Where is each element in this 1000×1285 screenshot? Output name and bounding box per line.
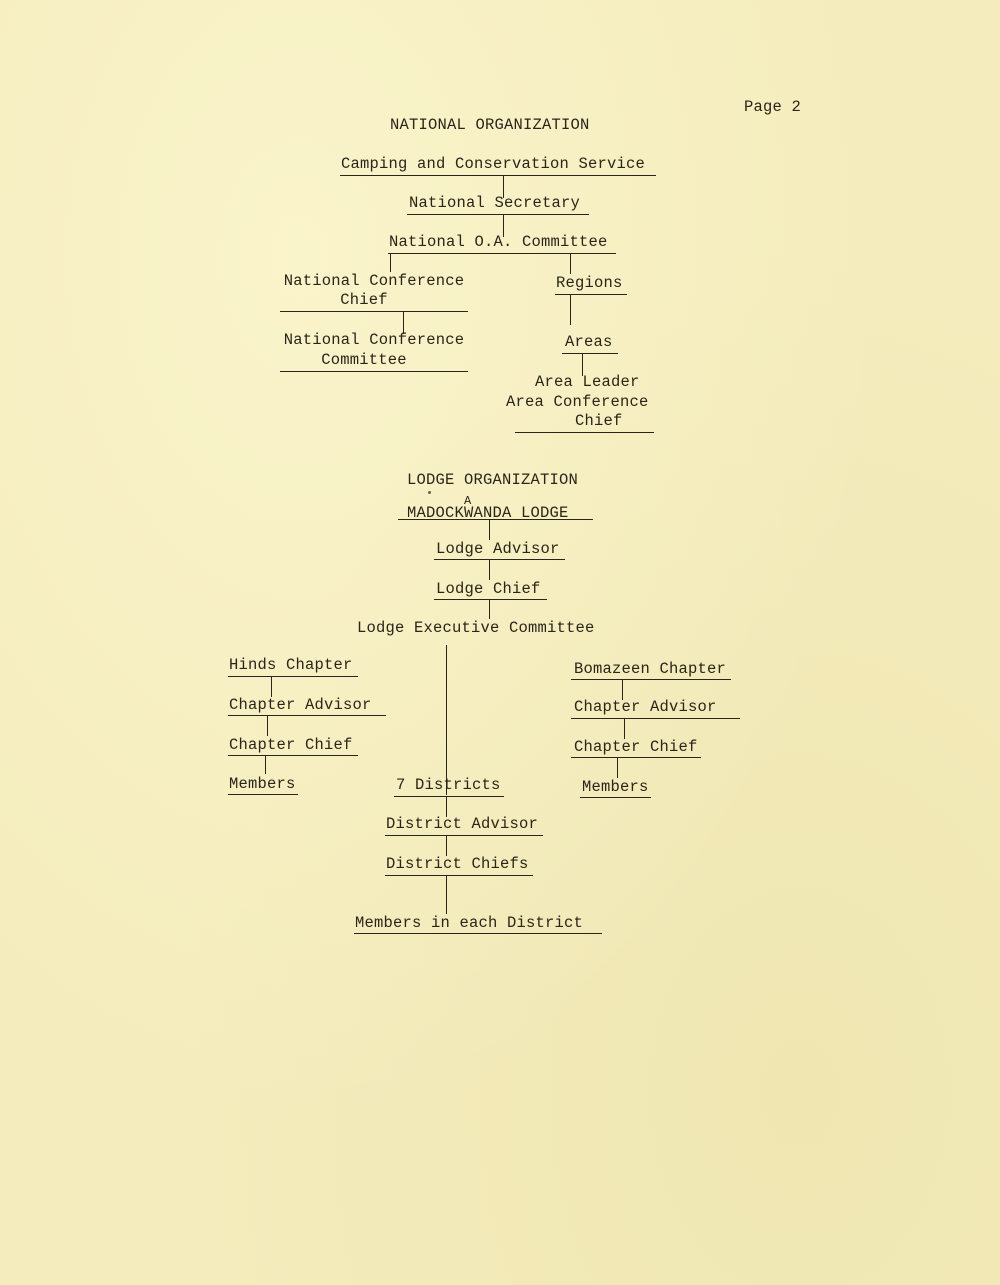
hinds-chapter-chief-underline [228,755,358,756]
bomazeen-chapter-advisor: Chapter Advisor [574,698,717,716]
bomazeen-chapter-chief-underline [571,757,701,758]
district-advisor: District Advisor [386,815,539,833]
page-number: Page 2 [744,98,802,116]
national-area-conference-underline [515,432,654,433]
national-conference-chief-line1: National Conference [283,272,465,290]
hinds-chapter: Hinds Chapter [229,656,353,674]
district-members: Members in each District [355,914,584,932]
connector-hinds-advisor [271,677,272,697]
lodge-name-caret: A [464,494,472,508]
districts-underline [394,796,504,797]
district-chiefs: District Chiefs [386,855,529,873]
bomazeen-chapter-chief: Chapter Chief [574,738,698,756]
connector-chiefs-members [446,876,447,914]
national-areas-underline [562,353,618,354]
lodge-executive-committee: Lodge Executive Committee [357,619,595,637]
district-chiefs-underline [385,875,533,876]
national-regions: Regions [556,274,623,292]
districts: 7 Districts [396,776,501,794]
hinds-chapter-underline [228,676,358,677]
connector-hinds-chief [267,716,268,736]
connector-lodge-advisor [489,520,490,540]
bomazeen-chapter: Bomazeen Chapter [574,660,727,678]
national-area-leader: Area Leader [535,373,640,391]
national-committee-underline [388,253,616,254]
bomazeen-members-underline [580,797,651,798]
district-members-underline [354,933,602,934]
lodge-name-underline [398,519,593,520]
ink-dot [428,491,431,494]
national-conference-chief-line2: Chief [340,291,388,309]
national-area-conference-line1: Area Conference [506,393,649,411]
lodge-heading: LODGE ORGANIZATION [407,471,579,489]
national-areas: Areas [565,333,613,351]
bomazeen-chapter-underline [571,679,731,680]
lodge-name: MADOCKWANDA LODGE [407,504,569,522]
connector-chief-executive [489,600,490,619]
lodge-chief-underline [434,599,547,600]
hinds-chapter-advisor-underline [228,715,386,716]
hinds-chapter-advisor: Chapter Advisor [229,696,372,714]
connector-hinds-members [265,756,266,774]
hinds-members-underline [228,794,298,795]
connector-advisor-chiefs [446,836,447,856]
national-area-conference-line2: Chief [575,412,623,430]
district-advisor-underline [385,835,543,836]
lodge-chief: Lodge Chief [436,580,541,598]
national-regions-underline [555,294,627,295]
hinds-members: Members [229,775,296,793]
national-service-underline [340,175,656,176]
national-heading: NATIONAL ORGANIZATION [390,116,590,134]
connector-districts-advisor [446,797,447,817]
connector-bomazeen-chief [624,719,625,739]
lodge-advisor-underline [434,559,565,560]
connector-regions-areas [570,295,571,325]
national-committee: National O.A. Committee [389,233,608,251]
bomazeen-chapter-advisor-underline [571,718,740,719]
national-secretary-underline [407,214,589,215]
connector-committee-regions [570,254,571,274]
national-conference-committee-line2: Committee [321,351,407,369]
connector-committee-conference [390,254,391,272]
national-service: Camping and Conservation Service [341,155,646,173]
national-conference-committee-underline [280,371,468,372]
national-conference-chief-underline [280,311,468,312]
lodge-advisor: Lodge Advisor [436,540,560,558]
hinds-chapter-chief: Chapter Chief [229,736,353,754]
connector-bomazeen-advisor [622,680,623,700]
national-conference-committee-line1: National Conference [283,331,465,349]
national-secretary: National Secretary [409,194,581,212]
connector-bomazeen-members [617,758,618,778]
connector-executive-districts [446,645,447,795]
connector-advisor-chief [489,560,490,580]
bomazeen-members: Members [582,778,649,796]
